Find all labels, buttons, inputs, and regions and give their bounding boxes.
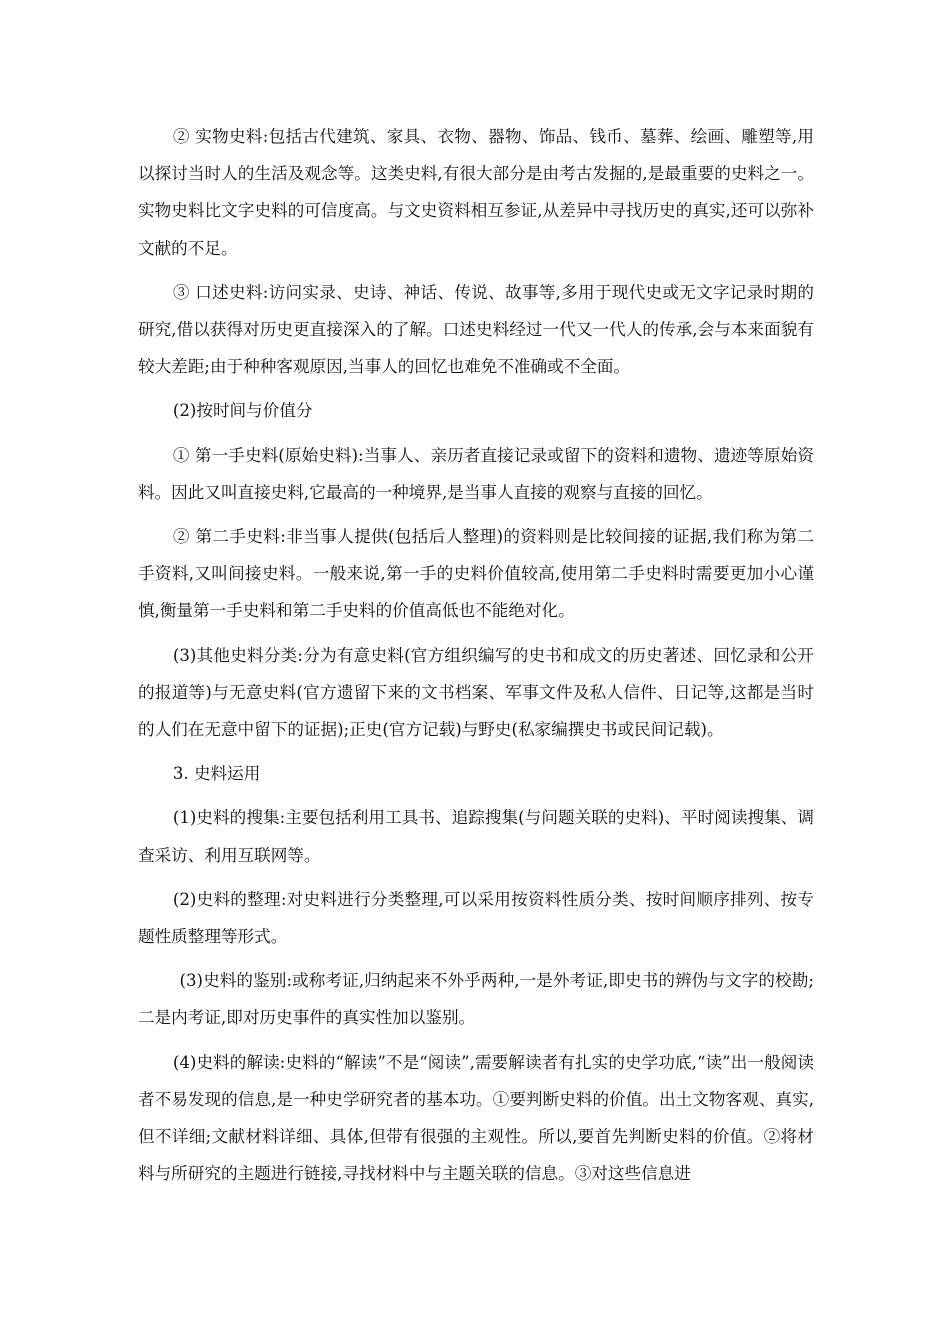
paragraph-primary-sources: ① 第一手史料(原始史料):当事人、亲历者直接记录或留下的资料和遗物、遗迹等原始资料。因此又叫直接史料,它最高的一种境界,是当事人直接的观察与直接的回忆。: [138, 445, 814, 502]
paragraph-secondary-sources: ② 第二手史料:非当事人提供(包括后人整理)的资料则是比较间接的证据,我们称为第二手资料,又叫间接史料。一般来说,第一手的史料价值较高,使用第二手史料时需要更加小心谨慎,衡量第一手史料和第二手史料的价值高低也不能绝对化。: [138, 527, 814, 621]
section-heading-time-value: (2)按时间与价值分: [172, 401, 313, 421]
paragraph-interpretation: (4)史料的解读:史料的“解读”不是“阅读”,需要解读者有扎实的史学功底,“读”出一般阅读者不易发现的信息,是一种史学研究者的基本功。①要判断史料的价值。出土文物客观、真实,但不详细;文献材料详细、具体,但带有很强的主观性。所以,要首先判断史料的价值。②将材料与所研究的主题进行链接,寻找材料中与主题关联的信息。③对这些信息进: [138, 1052, 814, 1184]
section-heading-source-use: 3. 史料运用: [172, 764, 261, 784]
paragraph-organization: (2)史料的整理:对史料进行分类整理,可以采用按资料性质分类、按时间顺序排列、按专题性质整理等形式。: [138, 889, 814, 947]
paragraph-oral-sources: ③ 口述史料:访问实录、史诗、神话、传说、故事等,多用于现代史或无文字记录时期的研究,借以获得对历史更直接深入的了解。口述史料经过一代又一代人的传承,会与本来面貌有较大差距;由于种种客观原因,当事人的回忆也难免不准确或不全面。: [138, 282, 814, 377]
paragraph-physical-sources: ② 实物史料:包括古代建筑、家具、衣物、器物、饰品、钱币、墓葬、绘画、雕塑等,用以探讨当时人的生活及观念等。这类史料,有很大部分是由考古发掘的,是最重要的史料之一。实物史料比文字史料的可信度高。与文史资料相互参证,从差异中寻找历史的真实,还可以弥补文献的不足。: [138, 127, 814, 258]
paragraph-verification: (3)史料的鉴别:或称考证,归纳起来不外乎两种,一是外考证,即史书的辨伪与文字的校勘;二是内考证,即对历史事件的真实性加以鉴别。: [138, 971, 814, 1028]
paragraph-collection: (1)史料的搜集:主要包括利用工具书、追踪搜集(与问题关联的史料)、平时阅读搜集、调查采访、利用互联网等。: [138, 808, 814, 865]
paragraph-other-classification: (3)其他史料分类:分为有意史料(官方组织编写的史书和成文的历史著述、回忆录和公开的报道等)与无意史料(官方遗留下来的文书档案、军事文件及私人信件、日记等,这都是当时的人们在无意中留下的证据);正史(官方记载)与野史(私家编撰史书或民间记载)。: [138, 645, 814, 740]
document-page: [138, 118, 814, 1199]
